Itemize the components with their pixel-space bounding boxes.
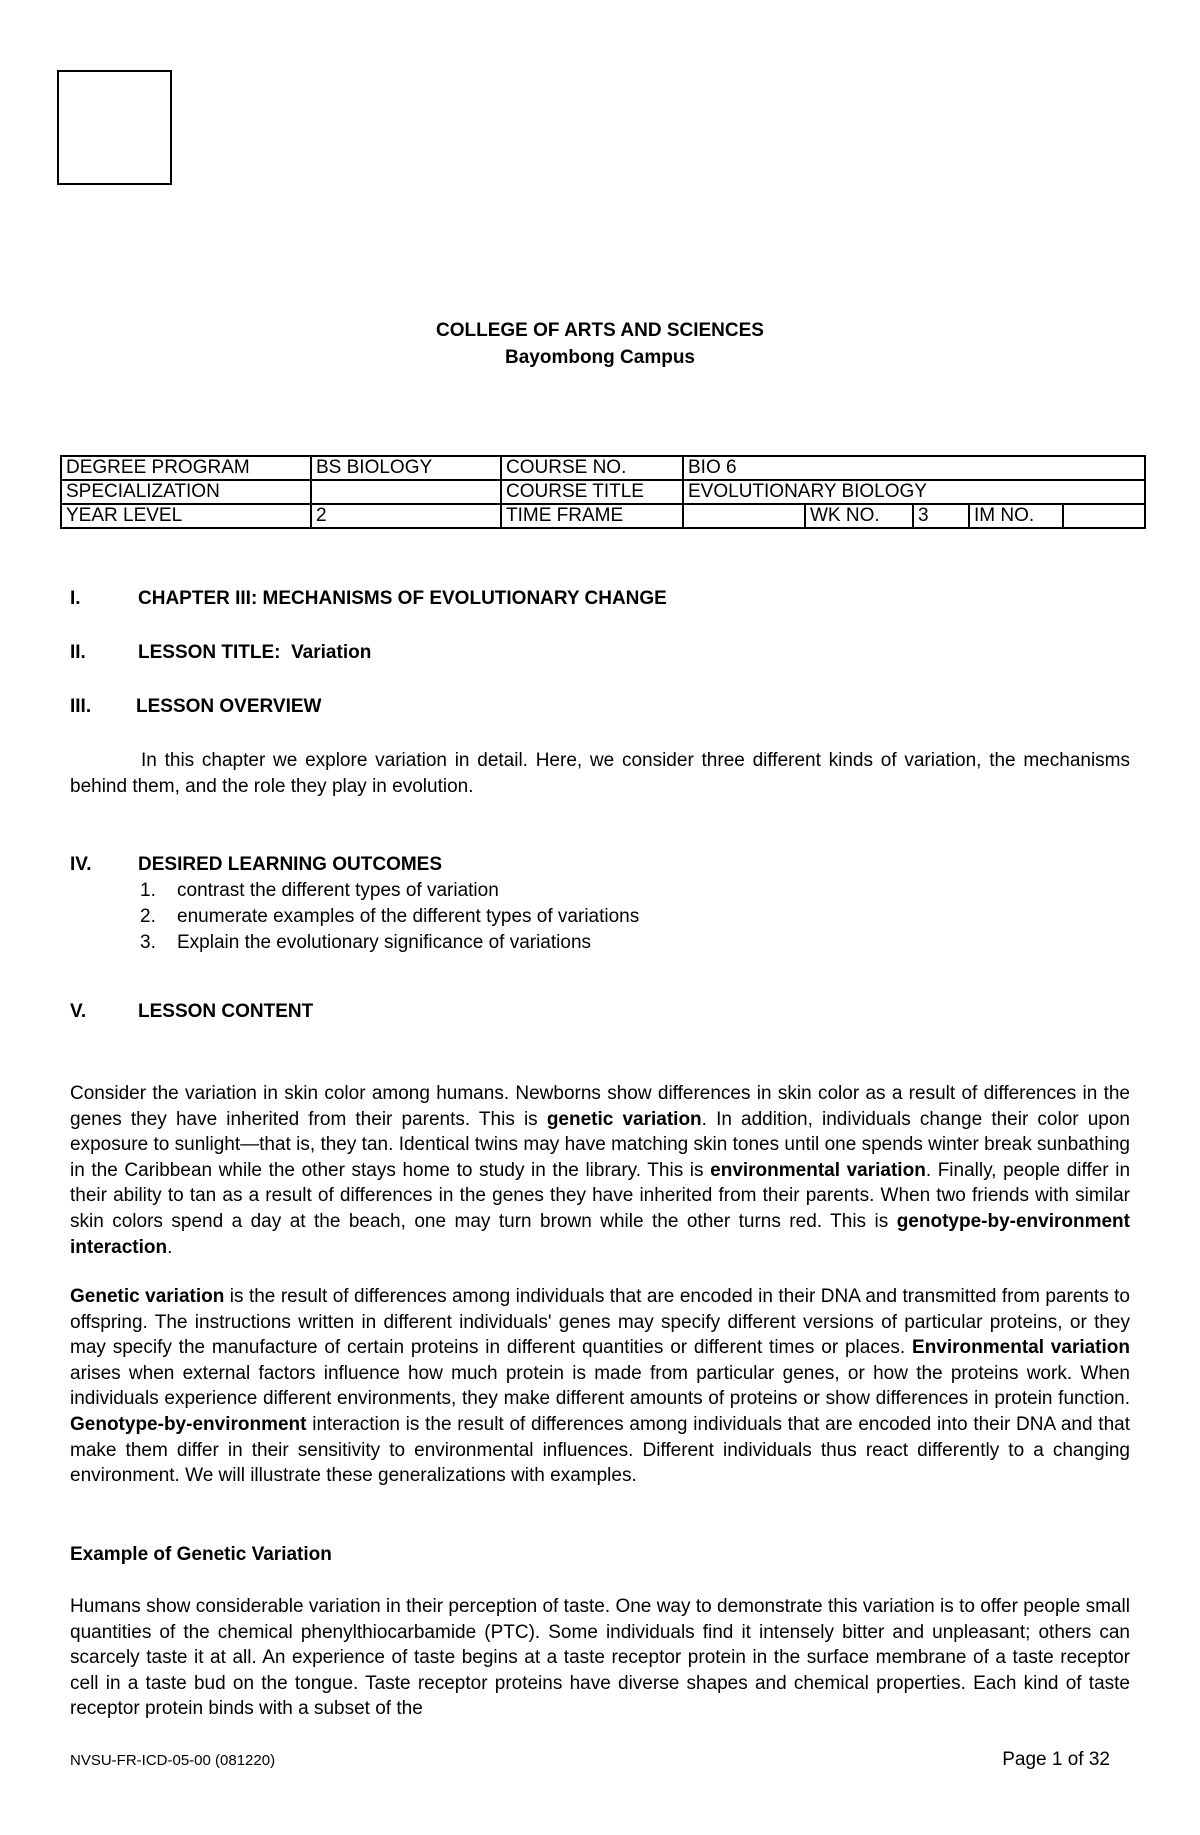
section-heading: LESSON TITLE: xyxy=(138,642,281,663)
section-heading: DESIRED LEARNING OUTCOMES xyxy=(138,854,443,875)
form-code: NVSU-FR-ICD-05-00 (081220) xyxy=(70,1752,276,1769)
list-item-text: enumerate examples of the different types of variations xyxy=(177,906,640,927)
content-paragraph-2 xyxy=(70,1284,1130,1489)
example-heading: Example of Genetic Variation xyxy=(70,1544,332,1565)
year-level-label: YEAR LEVEL xyxy=(61,504,311,528)
section-number: I. xyxy=(70,588,81,609)
list-number: 2. xyxy=(140,906,156,927)
text-run: arises when external factors influence how much protein is made from particular genes, or how the proteins work. When individuals experience different environments, they make different amounts of proteins or show differences in protein function. xyxy=(70,1362,1130,1410)
section-chapter xyxy=(70,588,667,610)
table-row xyxy=(61,504,1145,528)
campus-name: Bayombong Campus xyxy=(504,347,696,368)
list-item-text: contrast the different types of variation xyxy=(177,880,499,901)
term-genetic-variation: genetic variation xyxy=(546,1108,702,1130)
list-item xyxy=(140,930,639,956)
section-number: IV. xyxy=(70,854,92,875)
course-info-table xyxy=(60,455,1146,529)
lesson-title: Variation xyxy=(291,642,372,663)
content-paragraph-3: Humans show considerable variation in their perception of taste. One way to demonstrate this variation is to offer people small quantities of the chemical phenylthiocarbamide (PTC). Some individuals find it intensely bitter and unpleasant; others can scarcely taste it at all. An experience of taste begins at a taste receptor protein in the surface membrane of a taste receptor cell in a taste bud on the tongue. Taste receptor proteins have diverse shapes and chemical properties. Each kind of taste receptor protein binds with a subset of the xyxy=(70,1596,1130,1720)
term-environmental-variation: environmental variation xyxy=(710,1159,926,1181)
text-run: Consider the variation in skin color among humans. Newborns show differences in skin color as a result of differences in the genes they have inherited from their parents. This is xyxy=(70,1083,1130,1130)
section-heading: LESSON CONTENT xyxy=(138,1001,314,1022)
term-genotype-by-environment: genotype-by-environment interaction xyxy=(70,1210,1130,1258)
overview-paragraph: In this chapter we explore variation in detail. Here, we consider three different kinds of variation, the mechanisms behind them, and the role they play in evolution. xyxy=(70,750,1130,797)
list-number: 1. xyxy=(140,880,156,901)
course-title-value: EVOLUTIONARY BIOLOGY xyxy=(683,480,1145,504)
time-frame-value xyxy=(683,504,805,528)
specialization-label: SPECIALIZATION xyxy=(61,480,311,504)
list-item-text: Explain the evolutionary significance of variations xyxy=(177,932,592,953)
text-run: interaction is the result of differences among individuals that are encoded into their DNA and that make them differ in their sensitivity to environmental influences. Different individuals thus react differently to a changing environment. We will illustrate these generalizations with examples. xyxy=(70,1413,1130,1487)
year-level-value: 2 xyxy=(311,504,501,528)
wk-no-label: WK NO. xyxy=(805,504,913,528)
page-number: Page 1 of 32 xyxy=(1002,1749,1110,1770)
im-no-value xyxy=(1063,504,1145,528)
text-run: is the result of differences among individuals that are encoded in their DNA and transmitted from parents to offspring. The instructions written in different individuals' genes may specify different versions of particular proteins, or they may specify the manufacture of certain proteins in different quantities or different times or places. xyxy=(70,1286,1131,1359)
logo-placeholder-box xyxy=(57,70,172,185)
section-number: II. xyxy=(70,642,86,663)
course-no-label: COURSE NO. xyxy=(501,456,683,480)
section-number: V. xyxy=(70,1001,87,1022)
section-content xyxy=(70,1001,313,1023)
section-outcomes xyxy=(70,854,442,876)
degree-program-label: DEGREE PROGRAM xyxy=(61,456,311,480)
course-title-label: COURSE TITLE xyxy=(501,480,683,504)
text-run: . Finally, people differ in their ability to tan as a result of differences in the genes they have inherited from their parents. When two friends with similar skin colors spend a day at the beach, one may turn brown while the other turns red. This is xyxy=(70,1159,1131,1232)
table-row xyxy=(61,480,1145,504)
content-paragraph-1 xyxy=(70,1081,1130,1260)
section-lesson-title xyxy=(70,642,371,664)
outcomes-list xyxy=(140,878,639,956)
list-number: 3. xyxy=(140,932,156,953)
table-row xyxy=(61,456,1145,480)
text-run: . In addition, individuals change their color upon exposure to sunlight—that is, they tan. Identical twins may have matching skin tones until one spends winter break sunbathing in the Caribbean while the other stays home to study in the library. This is xyxy=(70,1108,1130,1181)
time-frame-label: TIME FRAME xyxy=(501,504,683,528)
im-no-label: IM NO. xyxy=(969,504,1063,528)
section-overview xyxy=(70,696,321,718)
degree-program-value: BS BIOLOGY xyxy=(311,456,501,480)
list-item xyxy=(140,904,639,930)
college-name: COLLEGE OF ARTS AND SCIENCES xyxy=(436,320,764,341)
list-item xyxy=(140,878,639,904)
wk-no-value: 3 xyxy=(913,504,969,528)
section-heading: CHAPTER III: MECHANISMS OF EVOLUTIONARY CHANGE xyxy=(138,588,667,609)
term-environmental-variation: Environmental variation xyxy=(912,1337,1131,1359)
specialization-value xyxy=(311,480,501,504)
section-number: III. xyxy=(70,696,92,717)
section-heading: LESSON OVERVIEW xyxy=(136,696,322,717)
text-run: . xyxy=(167,1236,173,1258)
course-no-value: BIO 6 xyxy=(683,456,1145,480)
term-genotype-by-environment: Genotype-by-environment xyxy=(70,1413,307,1435)
term-genetic-variation: Genetic variation xyxy=(70,1286,225,1307)
